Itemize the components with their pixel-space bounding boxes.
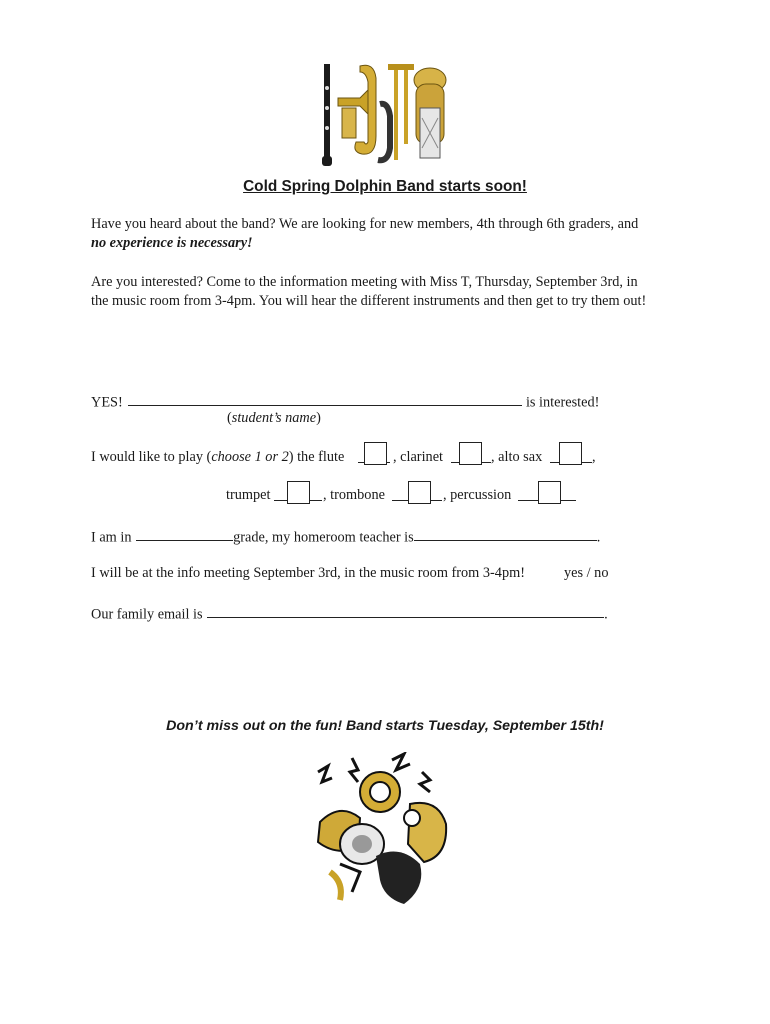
band-clipart-image	[300, 752, 460, 912]
intro-line-1: Have you heard about the band? We are looking for new members, 4th through 6th graders, and	[91, 216, 639, 232]
clarinet-checkbox[interactable]	[459, 442, 482, 465]
play-suffix: ) the flute	[288, 449, 345, 465]
trombone-label: , trombone	[323, 487, 385, 503]
attend-options[interactable]: yes / no	[564, 565, 609, 581]
trumpet-checkbox[interactable]	[287, 481, 310, 504]
attend-text: I will be at the info meeting September 3rd, in the music room from 3-4pm!	[91, 565, 525, 581]
student-name-field[interactable]	[128, 391, 522, 406]
family-email-field[interactable]	[207, 603, 604, 618]
trombone-checkbox[interactable]	[408, 481, 431, 504]
homeroom-teacher-field[interactable]	[414, 526, 597, 541]
grade-label: grade, my homeroom teacher is	[233, 529, 414, 546]
intro-line-2: no experience is necessary!	[91, 235, 253, 251]
grade-field[interactable]	[136, 526, 233, 541]
clarinet-label: , clarinet	[393, 449, 444, 465]
student-name-caption	[227, 410, 321, 427]
meeting-line-1: Are you interested? Come to the information meeting with Miss T, Thursday, September 3rd, in	[91, 274, 638, 290]
grade-row	[91, 526, 600, 546]
percussion-checkbox[interactable]	[538, 481, 561, 504]
grade-period: .	[596, 529, 601, 546]
email-period: .	[604, 606, 608, 623]
yes-label: YES!	[91, 394, 123, 411]
instrument-prompt	[91, 449, 344, 466]
page-title: Cold Spring Dolphin Band starts soon!	[243, 178, 527, 195]
play-prefix: I would like to play (	[91, 449, 212, 465]
flute-checkbox[interactable]	[364, 442, 387, 465]
band-instruments-image	[318, 58, 452, 170]
caption-close-paren: )	[316, 410, 321, 426]
play-choose: choose 1 or 2	[211, 449, 289, 465]
altosax-label: , alto sax	[491, 449, 543, 465]
interested-label: is interested!	[525, 394, 600, 411]
band-start-slogan: Don’t miss out on the fun! Band starts Tuesday, September 15th!	[166, 718, 604, 734]
email-row	[91, 603, 608, 623]
caption-open-paren: (	[227, 410, 232, 426]
percussion-label: , percussion	[443, 487, 512, 503]
altosax-checkbox[interactable]	[559, 442, 582, 465]
student-name-row	[91, 391, 599, 411]
grade-prefix: I am in	[91, 529, 132, 546]
meeting-line-2: the music room from 3-4pm. You will hear the different instruments and then get to try them out!	[91, 293, 647, 309]
email-label: Our family email is	[91, 606, 203, 623]
row1-comma: ,	[592, 449, 596, 465]
caption-text: student’s name	[231, 410, 317, 426]
trumpet-label: trumpet	[226, 487, 271, 503]
